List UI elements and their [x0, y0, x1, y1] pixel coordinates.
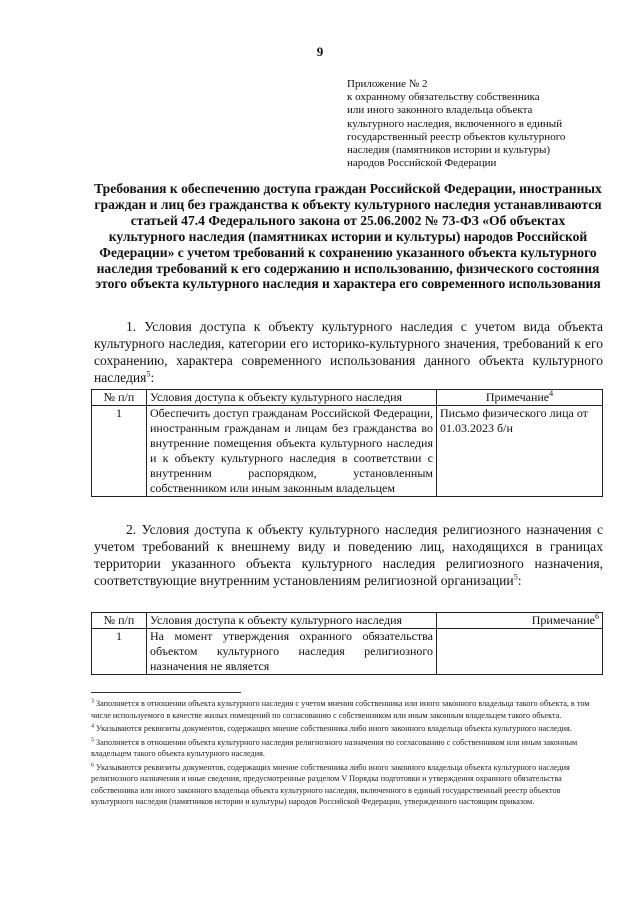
document-title: Требования к обеспечению доступа граждан Российской Федерации, иностранных граждан и лиц без гражданства к объекту культурного наследия устанавливаются статьей 47.4 Федерального закона от 25.06.2002 № 73-ФЗ «Об объектах культурного наследия (памятниках истории и культуры) народов Российской Федерации» с учетом требований к сохранению указанного объекта культурного наследия требований к его содержанию и использованию, физического состояния этого объекта культурного наследия и характера его современного использования [94, 181, 602, 292]
section-2-text: 2. Условия доступа к объекту культурного наследия религиозного назначения с учетом требований к внешнему виду и поведению лиц, находящихся в границах территории указанного объекта культурного наследия религиозного назначения, соответствующие внутренним установлениям религиозной организации [94, 522, 603, 588]
footnote [91, 762, 604, 808]
header-num: № п/п [92, 390, 147, 406]
header-note [437, 613, 603, 629]
cell-num: 1 [92, 406, 147, 497]
footnote [91, 737, 604, 760]
footnotes [91, 698, 604, 810]
footnote-text: Указываются реквизиты документов, содержащих мнение собственника либо иного законного владельца объекта культурного наследия религиозного назначения и иные сведения, предусмотренные разделом V Порядка подготовки и утверждения охранного обязательства собственника или иного законного владельца объекта культурного наследия, включенного в единый государственный реестр объектов культурного наследия (памятников истории и культуры) народов Российской Федерации, утвержденного настоящим приказом. [91, 762, 570, 806]
section-1-paragraph [94, 319, 603, 387]
footnote-ref: 5 [146, 369, 151, 379]
appendix-line: государственный реестр объектов культурного [347, 130, 566, 143]
table-row [92, 406, 603, 497]
footnote-text: Заполняется в отношении объекта культурного наследия религиозного назначения по согласованию с собственником или иным законным владельцем такого объекта культурного наследия. [91, 737, 578, 758]
footnote-number: 5 [91, 736, 94, 743]
appendix-line: к охранному обязательству собственника [347, 91, 540, 104]
cell-num: 1 [92, 629, 147, 675]
table-row [92, 629, 603, 675]
appendix-line: или иного законного владельца объекта [347, 104, 533, 117]
access-conditions-table-1 [91, 389, 603, 497]
page-number: 9 [316, 44, 324, 59]
cell-conditions: Обеспечить доступ гражданам Российской Федерации, иностранным гражданам и лицам без гражданства во внутренние помещения объекта культурного наследия и к объекту культурного наследия в соответствии с внутренним распорядком, установленным собственником или иным законным владельцем [147, 406, 437, 497]
header-note [437, 390, 603, 406]
header-conditions: Условия доступа к объекту культурного наследия [147, 390, 437, 406]
cell-conditions: На момент утверждения охранного обязательства объектом культурного наследия религиозного назначения не является [147, 629, 437, 675]
header-note-label: Примечание [531, 613, 595, 627]
footnote-text: Заполняется в отношении объекта культурного наследия с учетом мнения собственника или иного законного владельца такого объекта, в том числе используемого в качестве жилых помещений по согласованию с собственником или иным законным владельцем такого объекта. [91, 699, 590, 720]
header-num: № п/п [92, 613, 147, 629]
section-2-paragraph [94, 522, 603, 590]
footnote-ref: 6 [595, 612, 599, 621]
appendix-line: народов Российской Федерации [347, 157, 497, 170]
footnote-number: 3 [91, 698, 94, 705]
appendix-header [347, 78, 617, 170]
header-conditions: Условия доступа к объекту культурного наследия [147, 613, 437, 629]
footnote-ref: 4 [549, 389, 554, 398]
footnote-number: 4 [91, 723, 94, 730]
appendix-line: культурного наследия, включенного в единый [347, 117, 563, 130]
cell-note: Письмо физического лица от 01.03.2023 б/н [437, 406, 603, 497]
punctuation: : [150, 369, 155, 385]
section-1-text: 1. Условия доступа к объекту культурного наследия с учетом вида объекта культурного наследия, категории его историко-культурного значения, требований к его сохранению, характера современного использования данного объекта культурного наследия [94, 319, 603, 385]
footnote-separator [91, 692, 241, 693]
footnote [91, 698, 604, 721]
header-note-label: Примечание [485, 390, 550, 404]
footnote-text: Указываются реквизиты документов, содержащих мнение собственника либо иного законного владельца объекта культурного наследия. [96, 724, 572, 733]
footnote-ref: 5 [513, 572, 518, 582]
table-header-row [92, 613, 603, 629]
appendix-line: наследия (памятников истории и культуры) [347, 144, 551, 157]
footnote [91, 723, 604, 735]
punctuation: : [517, 572, 522, 588]
access-conditions-table-2 [91, 612, 603, 675]
appendix-line: Приложение № 2 [347, 78, 428, 90]
cell-note [437, 629, 603, 675]
footnote-number: 6 [91, 761, 94, 768]
table-header-row [92, 390, 603, 406]
